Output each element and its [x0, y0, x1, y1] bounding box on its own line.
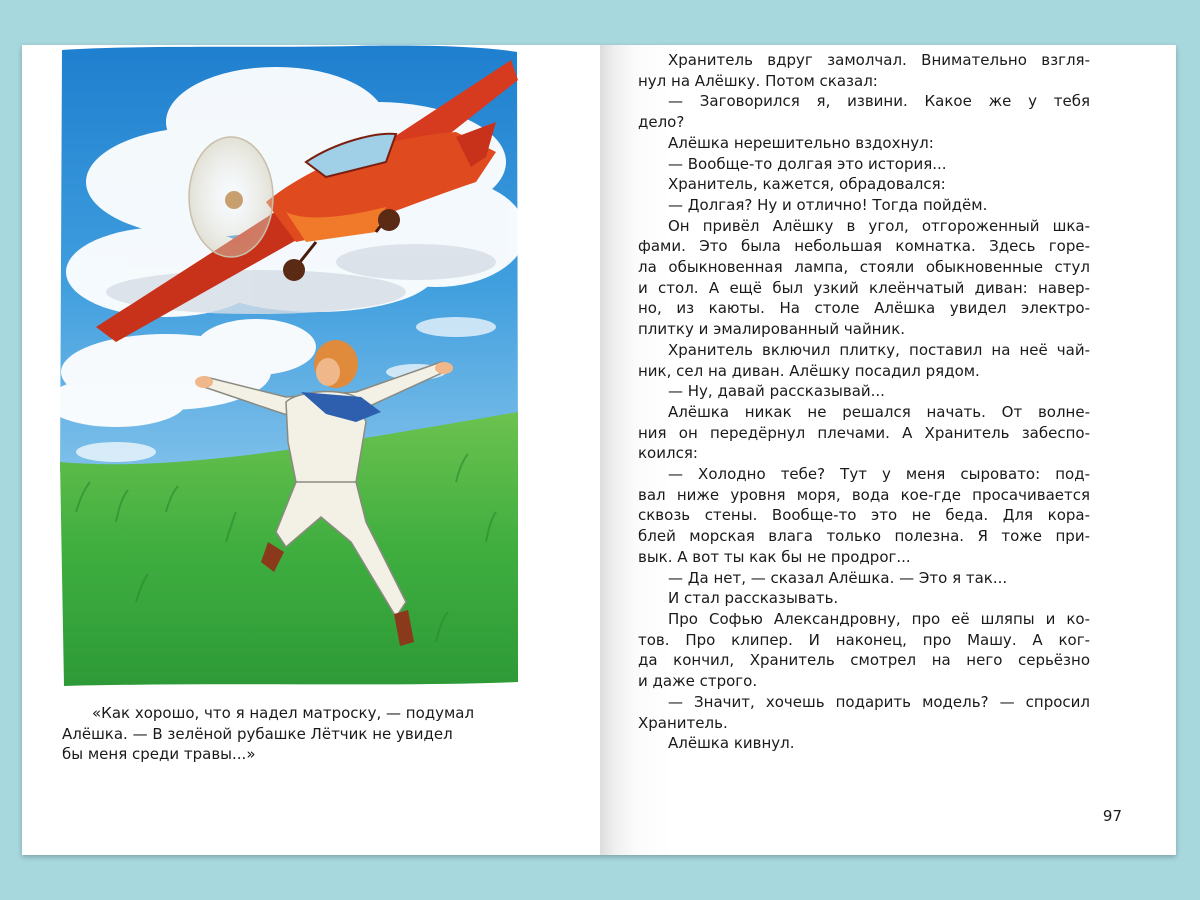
caption-line: бы меня среди травы...» [62, 745, 256, 763]
text-line: Он привёл Алёшку в угол, отгороженный шка- [668, 216, 1090, 235]
text-line: — Долгая? Ну и отлично! Тогда пойдём. [668, 195, 988, 214]
text-line: Алёшка нерешительно вздохнул: [668, 133, 934, 152]
text-line: но, из каюты. На столе Алёшка увидел электро- [638, 299, 1090, 318]
illustration-caption [62, 703, 512, 765]
text-line: фами. Это была небольшая комнатка. Здесь горе- [638, 237, 1090, 256]
text-line: плитку и эмалированный чайник. [638, 320, 906, 339]
body-text [638, 50, 1090, 754]
text-line: ния он передёрнул плечами. А Хранитель забеспо- [638, 423, 1090, 442]
text-line: — Заговорился я, извини. Какое же у тебя [668, 92, 1090, 111]
text-line: Про Софью Александровну, про её шляпы и ко- [668, 609, 1090, 628]
text-line: — Ну, давай рассказывай... [668, 382, 885, 401]
text-line: тов. Про клипер. И наконец, про Машу. А ког- [638, 630, 1090, 649]
text-line: И стал рассказывать. [668, 589, 839, 608]
text-line: — Значит, хочешь подарить модель? — спросил [668, 692, 1090, 711]
text-line: блей морская влага только полезна. Я тоже при- [638, 527, 1090, 546]
text-line: ла обыкновенная лампа, стояли обыкновенные стул [638, 258, 1090, 277]
caption-line: Алёшка. — В зелёной рубашке Лётчик не увидел [62, 724, 453, 743]
text-line: вал ниже уровня моря, вода кое-где просачивается [638, 485, 1090, 504]
text-line: — Холодно тебе? Тут у меня сыровато: под- [668, 465, 1090, 484]
text-line: и даже строго. [638, 672, 758, 691]
text-line: коился: [638, 444, 698, 463]
illustration [56, 42, 522, 687]
text-line: Хранитель. [638, 713, 728, 732]
text-line: дело? [638, 113, 685, 132]
text-line: вык. А вот ты как бы не продрог... [638, 547, 911, 566]
page-number: 97 [1102, 807, 1122, 825]
text-line: Алёшка никак не решался начать. От волне- [668, 402, 1090, 421]
text-line: Алёшка кивнул. [668, 734, 795, 753]
text-line: Хранитель вдруг замолчал. Внимательно взгля- [668, 51, 1090, 69]
text-line: да кончил, Хранитель смотрел на него серьёзно [638, 651, 1090, 670]
text-line: и стол. А ещё был узкий клеёнчатый диван: навер- [638, 278, 1090, 297]
caption-line: «Как хорошо, что я надел матроску, — подумал [92, 704, 475, 722]
text-line: сквозь стены. Вообще-то это не беда. Для кора- [638, 506, 1090, 525]
text-line: ник, сел на диван. Алёшку посадил рядом. [638, 361, 980, 380]
text-line: — Да нет, — сказал Алёшка. — Это я так... [668, 568, 1008, 587]
text-line: Хранитель, кажется, обрадовался: [668, 175, 946, 194]
text-line: Хранитель включил плитку, поставил на неё чай- [668, 340, 1090, 359]
text-line: нул на Алёшку. Потом сказал: [638, 71, 878, 90]
text-line: — Вообще-то долгая это история... [668, 154, 947, 173]
